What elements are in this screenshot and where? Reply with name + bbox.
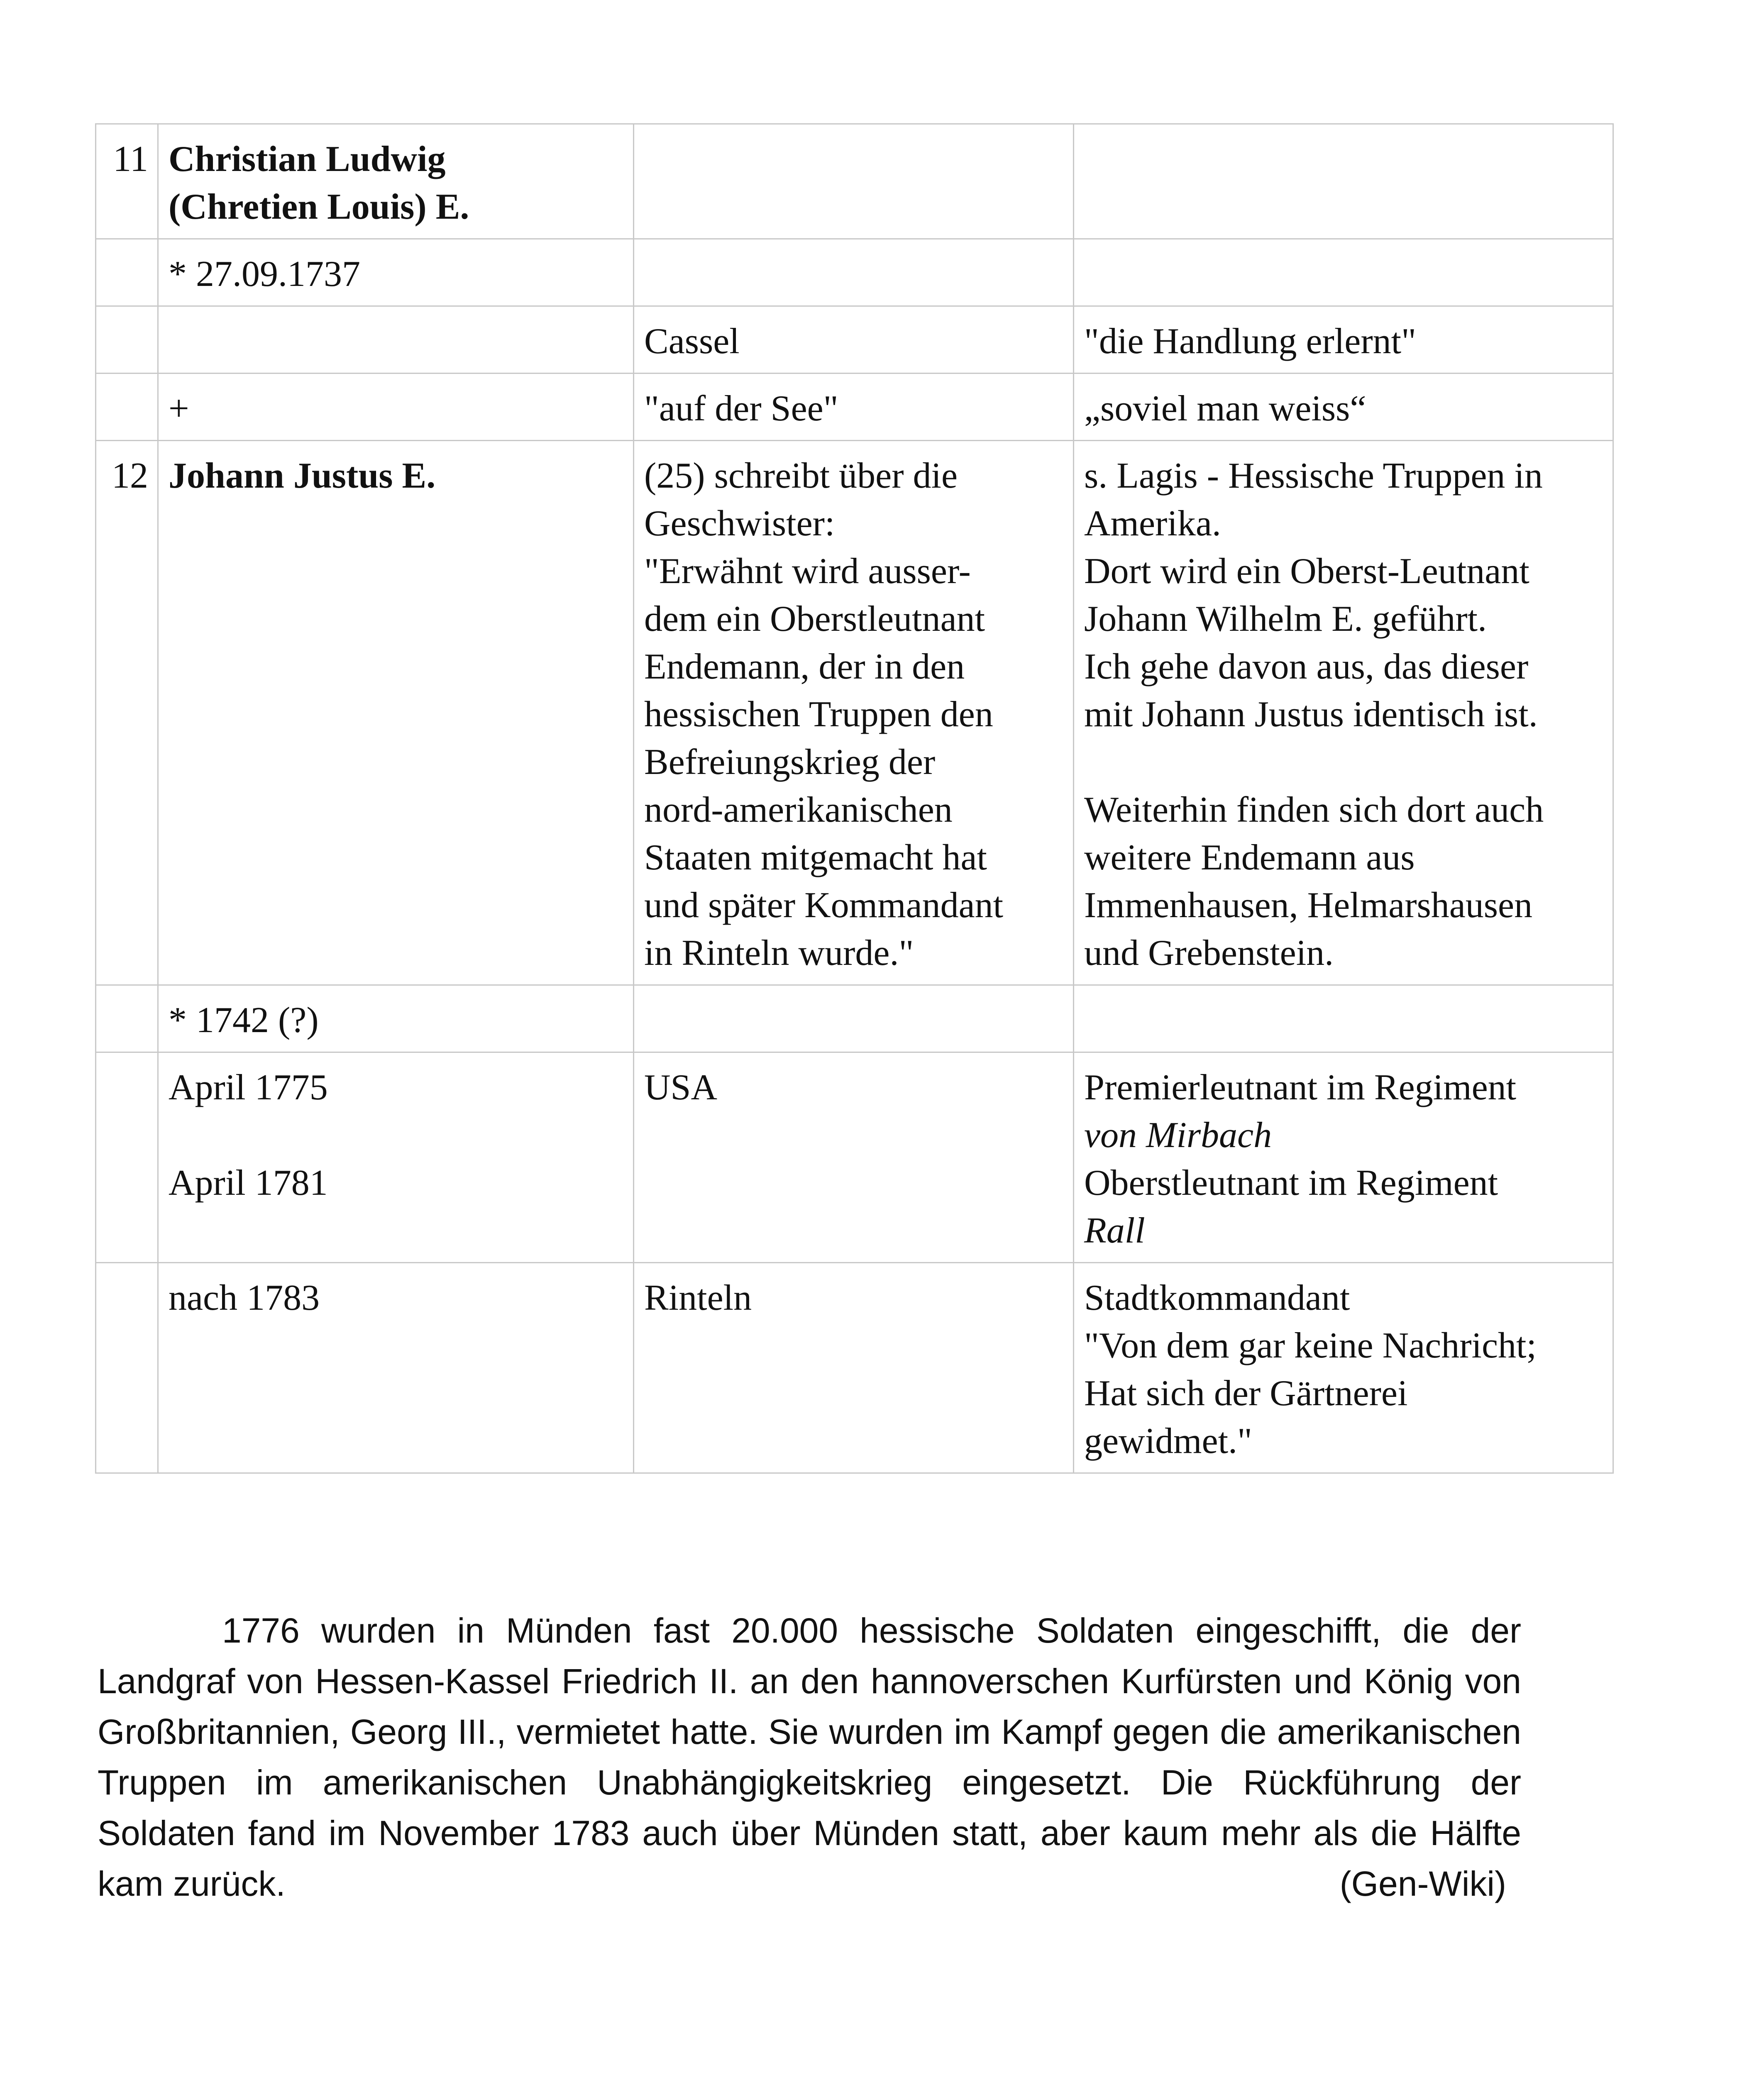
place-cell: Cassel <box>634 306 1074 374</box>
place-cell: "auf der See" <box>634 374 1074 441</box>
table-row <box>96 985 1613 1052</box>
person-name: Christian Ludwig (Chretien Louis) E. <box>158 124 634 239</box>
source-note-cell: (25) schreibt über die Geschwister: "Erwähnt wird ausser- dem ein Oberstleutnant Endemann, der in den hessischen Truppen den Befreiungskrieg der nord-amerikanischen Staaten mitgemacht hat und später Kommandant in Rinteln wurde." <box>634 441 1074 985</box>
note-text: Weiterhin finden sich dort auch weitere Endemann aus Immenhausen, Helmarshausen und Grebenstein. <box>1084 790 1544 973</box>
table-cell <box>634 124 1074 239</box>
date-cell <box>158 1052 634 1263</box>
regiment-name: von Mirbach <box>1084 1115 1272 1155</box>
birth-date: * 1742 (?) <box>158 985 634 1052</box>
paragraph-gap <box>1084 738 1603 786</box>
entry-number <box>96 1052 158 1263</box>
entry-number <box>96 239 158 306</box>
entry-number <box>96 985 158 1052</box>
note-cell: Stadtkommandant "Von dem gar keine Nachricht; Hat sich der Gärtnerei gewidmet." <box>1074 1263 1613 1473</box>
place-cell: USA <box>634 1052 1074 1263</box>
date-text: April 1775 <box>169 1067 328 1108</box>
note-cell: "die Handlung erlernt" <box>1074 306 1613 374</box>
body-paragraph <box>98 1605 1521 1909</box>
note-cell <box>1074 441 1613 985</box>
note-text: s. Lagis - Hessische Truppen in Amerika. Dort wird ein Oberst-Leutnant Johann Wilhelm E. geführt. Ich gehe davon aus, das dieser mit Johann Justus identisch ist. <box>1084 456 1543 735</box>
table-cell <box>634 985 1074 1052</box>
place-cell: Rinteln <box>634 1263 1074 1473</box>
birth-date: * 27.09.1737 <box>158 239 634 306</box>
entry-number <box>96 1263 158 1473</box>
table-row <box>96 239 1613 306</box>
entry-number: 11 <box>96 124 158 239</box>
paragraph-text: 1776 wurden in Münden fast 20.000 hessische Soldaten eingeschifft, die der Landgraf von Hessen-Kassel Friedrich II. an den hannoverschen Kurfürsten und König von Großbritannien, Georg III., vermietet hatte. Sie wurden im Kampf gegen die amerikanischen Truppen im amerikanischen Unabhängigkeitskrieg eingesetzt. Die Rückführung der Soldaten fand im November 1783 auch über Münden statt, aber kaum mehr als die Hälfte kam zurück. <box>98 1611 1521 1903</box>
source-citation: (Gen-Wiki) <box>1339 1864 1506 1903</box>
rank-text: Premierleutnant im Regiment <box>1084 1067 1517 1108</box>
death-marker: + <box>158 374 634 441</box>
entry-number <box>96 306 158 374</box>
table-cell <box>634 239 1074 306</box>
genealogy-table <box>95 123 1614 1474</box>
regiment-name: Rall <box>1084 1211 1145 1251</box>
table-row <box>96 306 1613 374</box>
table-row <box>96 441 1613 985</box>
date-cell: nach 1783 <box>158 1263 634 1473</box>
table-cell <box>1074 124 1613 239</box>
table-row <box>96 1263 1613 1473</box>
paragraph-gap <box>169 1111 624 1159</box>
entry-number: 12 <box>96 441 158 985</box>
table-cell <box>1074 985 1613 1052</box>
table-cell <box>158 306 634 374</box>
note-cell: „soviel man weiss“ <box>1074 374 1613 441</box>
person-name: Johann Justus E. <box>158 441 634 985</box>
table-cell <box>1074 239 1613 306</box>
entry-number <box>96 374 158 441</box>
date-text: April 1781 <box>169 1163 328 1203</box>
table-row <box>96 124 1613 239</box>
note-cell <box>1074 1052 1613 1263</box>
table-row <box>96 374 1613 441</box>
rank-text: Oberstleutnant im Regiment <box>1084 1163 1498 1203</box>
table-row <box>96 1052 1613 1263</box>
